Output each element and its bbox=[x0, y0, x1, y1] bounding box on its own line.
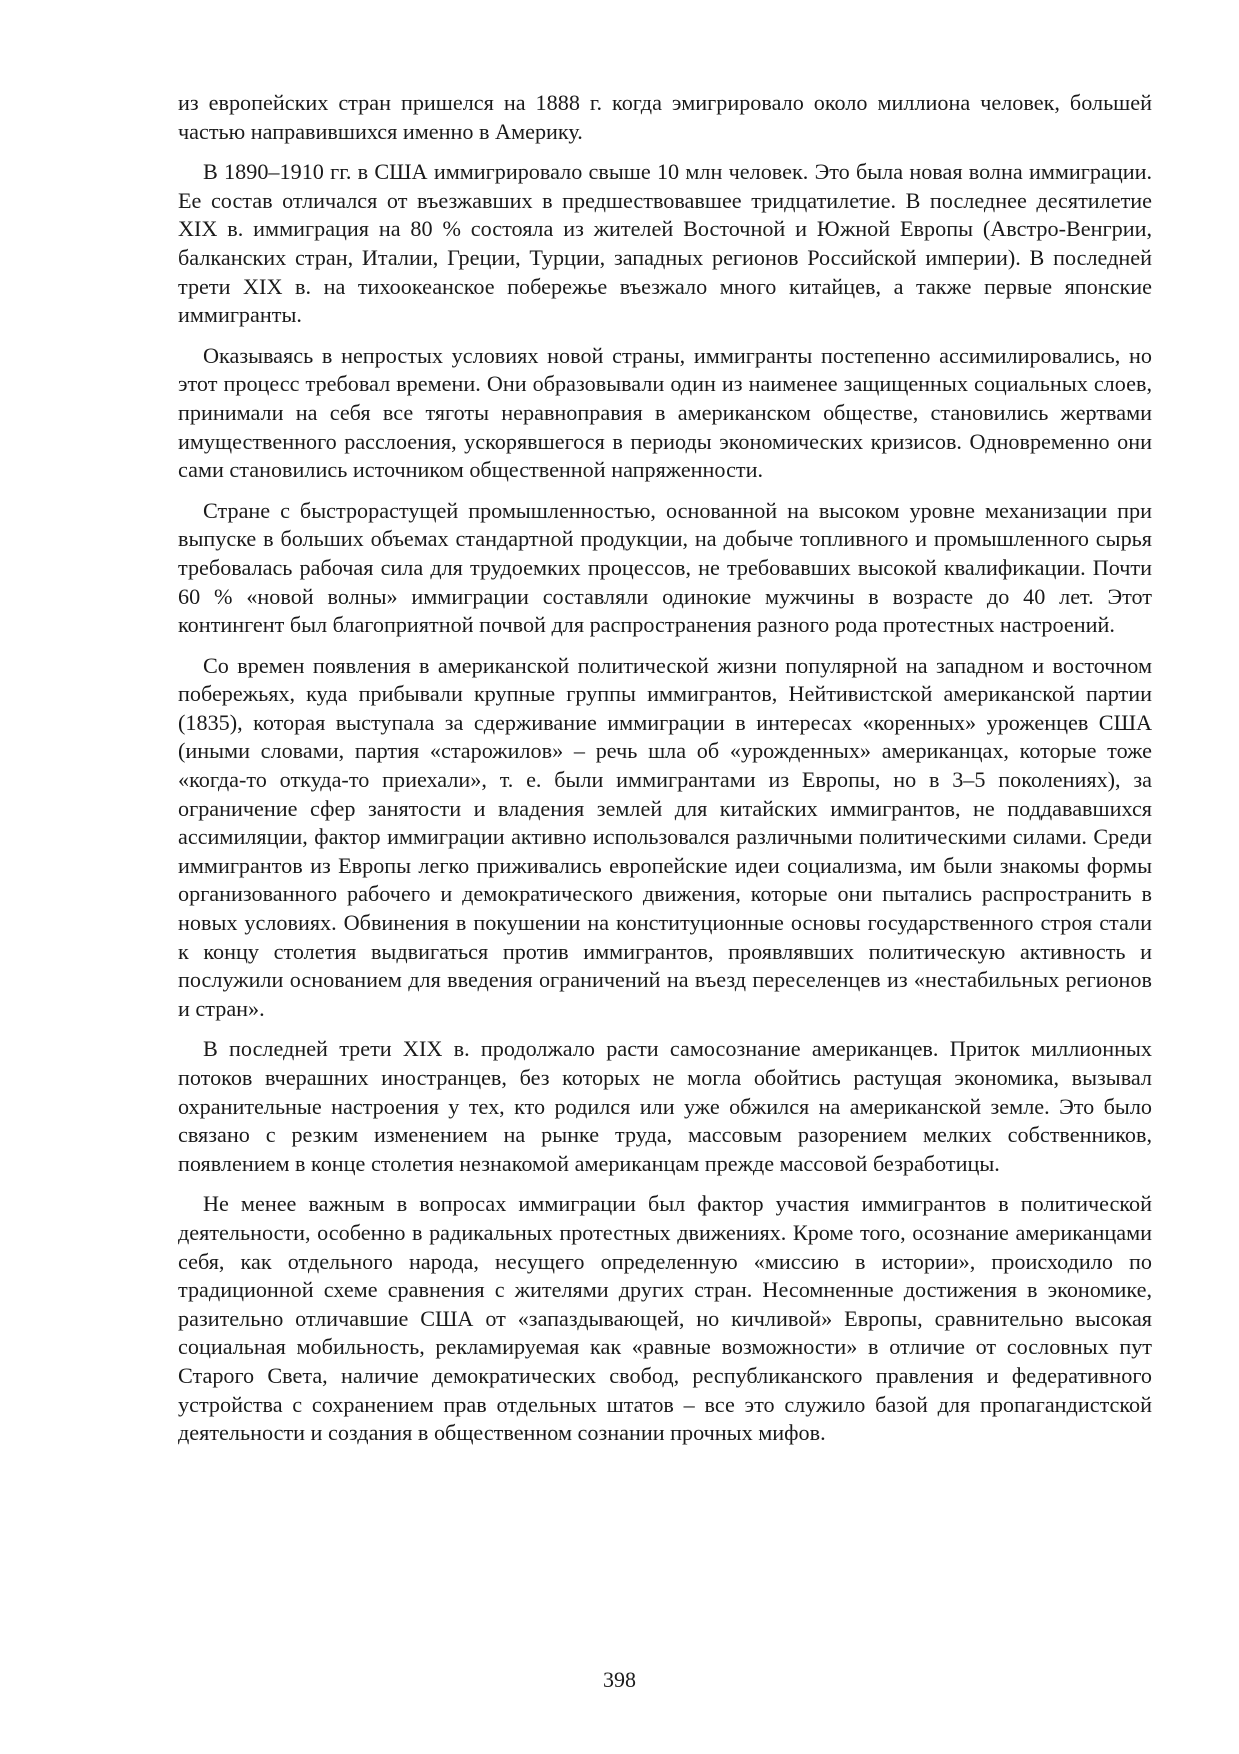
paragraph-7: Не менее важным в вопросах иммиграции был фактор участия иммигрантов в политической деятельности, особенно в радикальных протестных движениях. Кроме того, осознание американцами себя, как отдельного народа, несущего определенную «миссию в истории», происходило по традиционной схеме сравнения с жителями других стран. Несомненные достижения в экономике, разительно отличавшие США от «запаздывающей, но кичливой» Европы, сравнительно высокая социальная мобильность, рекламируемая как «равные возможности» в отличие от сословных пут Старого Света, наличие демократических свобод, республиканского правления и федеративного устройства с сохранением прав отдельных штатов – все это служило базой для пропагандистской деятельности и создания в общественном сознании прочных мифов. bbox=[178, 1191, 1152, 1446]
document-page bbox=[178, 89, 1152, 1460]
paragraph-1: из европейских стран пришелся на 1888 г. когда эмигрировало около миллиона человек, большей частью направившихся именно в Америку. bbox=[178, 90, 1152, 144]
paragraph-6: В последней трети XIX в. продолжало расти самосознание американцев. Приток миллионных потоков вчерашних иностранцев, без которых не могла обойтись растущая экономика, вызывал охранительные настроения у тех, кто родился или уже обжился на американской земле. Это было связано с резким изменением на рынке труда, массовым разорением мелких собственников, появлением в конце столетия незнакомой американцам прежде массовой безработицы. bbox=[178, 1036, 1152, 1176]
paragraph-5: Со времен появления в американской политической жизни популярной на западном и восточном побережьях, куда прибывали крупные группы иммигрантов, Нейтивистской американской партии (1835), которая выступала за сдерживание иммиграции в интересах «коренных» уроженцев США (иными словами, партия «старожилов» – речь шла об «урожденных» американцах, которые тоже «когда-то откуда-то приехали», т. е. были иммигрантами из Европы, но в 3–5 поколениях), за ограничение сфер занятости и владения землей для китайских иммигрантов, не поддававшихся ассимиляции, фактор иммиграции активно использовался различными политическими силами. Среди иммигрантов из Европы легко приживались европейские идеи социализма, им были знакомы формы организованного рабочего и демократического движения, которые они пытались распространить в новых условиях. Обвинения в покушении на конституционные основы государственного строя стали к концу столетия выдвигаться против иммигрантов, проявлявших политическую активность и послужили основанием для введения ограничений на въезд переселенцев из «нестабильных регионов и стран». bbox=[178, 652, 1152, 1021]
paragraph-2: В 1890–1910 гг. в США иммигрировало свыше 10 млн человек. Это была новая волна иммиграции. Ее состав отличался от въезжавших в предшествовавшее тридцатилетие. В последнее десятилетие XIX в. иммиграция на 80 % состояла из жителей Восточной и Южной Европы (Австро-Венгрии, балканских стран, Италии, Греции, Турции, западных регионов Российской империи). В последней трети XIX в. на тихоокеанское побережье въезжало много китайцев, а также первые японские иммигранты. bbox=[178, 159, 1152, 328]
paragraph-4: Стране с быстрорастущей промышленностью, основанной на высоком уровне механизации при выпуске в больших объемах стандартной продукции, на добыче топливного и промышленного сырья требовалась рабочая сила для трудоемких процессов, не требовавших высокой квалификации. Почти 60 % «новой волны» иммиграции составляли одинокие мужчины в возрасте до 40 лет. Этот контингент был благоприятной почвой для распространения разного рода протестных настроений. bbox=[178, 497, 1152, 638]
paragraph-3: Оказываясь в непростых условиях новой страны, иммигранты постепенно ассимилировались, но этот процесс требовал времени. Они образовывали один из наименее защищенных социальных слоев, принимали на себя все тяготы неравноправия в американском обществе, становились жертвами имущественного расслоения, ускорявшегося в периоды экономических кризисов. Одновременно они сами становились источником общественной напряженности. bbox=[178, 342, 1152, 483]
page-number: 398 bbox=[603, 1667, 636, 1692]
